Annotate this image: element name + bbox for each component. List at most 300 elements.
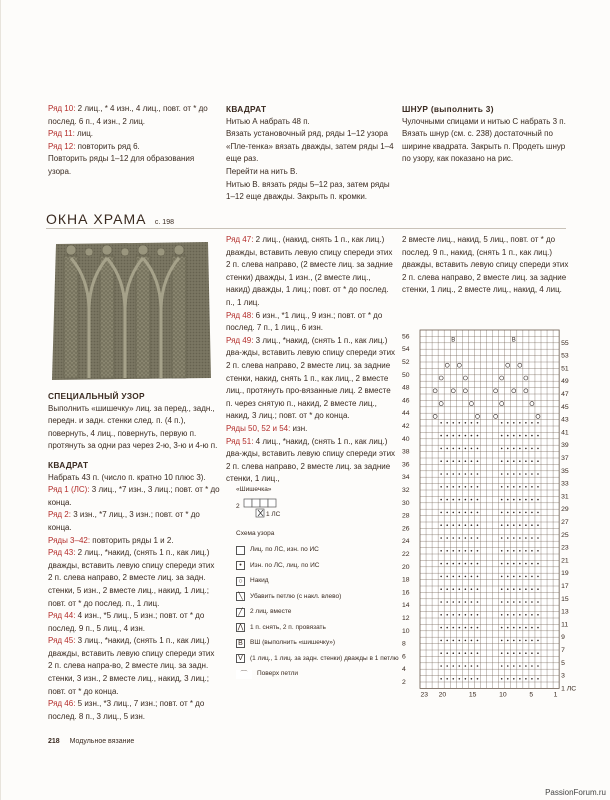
purl-dot [525, 652, 527, 654]
legend-item-label: 2 лиц. вместе [250, 608, 292, 616]
purl-dot [440, 665, 442, 667]
legend-item-label: (1 лиц., 1 лиц. за задн. стенки) дважды в 1 петлю [250, 654, 399, 662]
purl-dot [519, 550, 521, 552]
purl-dot [519, 537, 521, 539]
purl-dot [477, 563, 479, 565]
purl-dot [513, 550, 515, 552]
purl-dot [507, 640, 509, 642]
purl-dot [501, 499, 503, 501]
row-label-right: 27 [561, 519, 569, 526]
purl-dot [501, 627, 503, 629]
purl-dot [440, 460, 442, 462]
purl-dot [477, 678, 479, 680]
row-label-left: 40 [402, 435, 410, 443]
row-label-right: 7 [561, 647, 565, 654]
purl-dot [452, 640, 454, 642]
purl-dot [471, 576, 473, 578]
k2tog-icon: ╱ [236, 608, 245, 617]
row-label-right: 37 [561, 455, 569, 462]
purl-dot [452, 665, 454, 667]
col-label: 5 [529, 691, 534, 699]
purl-dot [519, 588, 521, 590]
instruction-row [48, 547, 220, 610]
instruction-row-text: 3 лиц., *накид, (снять 1 п., как лиц.) дважды, вставить левую спицу спереди этих 2 п. слева напра-во, 2 вместе лиц. за задн. стенки, 3 изн., 2 вместе лиц., накид, 3 лиц.; повт. от * до конца. [48, 636, 215, 696]
purl-dot [477, 601, 479, 603]
purl-dot [513, 524, 515, 526]
purl-dot [471, 652, 473, 654]
purl-dot [477, 627, 479, 629]
legend-item [236, 653, 399, 665]
purl-dot [459, 550, 461, 552]
purl-dot [519, 678, 521, 680]
instruction-row-label: Ряд 43: [48, 548, 76, 558]
purl-dot [525, 640, 527, 642]
purl-dot [471, 422, 473, 424]
chart-grid [420, 330, 559, 688]
purl-dot [452, 537, 454, 539]
purl-dot [525, 422, 527, 424]
purl-dot [519, 601, 521, 603]
instruction-row [48, 535, 220, 548]
purl-dot [440, 435, 442, 437]
purl-dot [471, 460, 473, 462]
instruction-row-label: Ряд 48: [226, 310, 254, 320]
purl-dot [525, 614, 527, 616]
purl-dot [459, 563, 461, 565]
purl-dot [501, 435, 503, 437]
purl-dot [525, 448, 527, 450]
purl-dot [519, 665, 521, 667]
purl-dot [477, 422, 479, 424]
purl-dot [513, 665, 515, 667]
purl-dot [513, 576, 515, 578]
purl-dot [446, 640, 448, 642]
watermark: PassionForum.ru [545, 788, 606, 797]
purl-dot [513, 460, 515, 462]
loop-over-icon: ⌒ [236, 670, 252, 679]
purl-dot [452, 486, 454, 488]
row-label-right: 11 [561, 621, 569, 629]
purl-dot [519, 460, 521, 462]
row-label-right: 21 [561, 557, 569, 565]
instruction-row [48, 484, 220, 509]
purl-dot [459, 435, 461, 437]
purl-dot [531, 601, 533, 603]
purl-dot [440, 640, 442, 642]
instruction-row [48, 635, 220, 698]
purl-dot [446, 537, 448, 539]
purl-dot [446, 550, 448, 552]
purl-dot [525, 550, 527, 552]
cord-instructions: Чулочными спицами и нитью С набрать 3 п. Вязать шнур (см. с. 238) достаточный по ширине квадрата. Закрыть п. Продеть шнур по узору, как показано на рис. [402, 116, 566, 164]
purl-dot [459, 460, 461, 462]
row-label-right: 47 [561, 391, 569, 398]
purl-dot [519, 435, 521, 437]
row-label-right: 45 [561, 403, 569, 411]
purl-dot [471, 588, 473, 590]
purl-dot [471, 486, 473, 488]
purl-dot [507, 678, 509, 680]
purl-dot [531, 652, 533, 654]
purl-dot [446, 563, 448, 565]
purl-dot [537, 499, 539, 501]
row-label-left: 22 [402, 551, 410, 558]
instruction-row-text: 2 лиц., (накид, снять 1 п., как лиц.) дважды, вставить левую спицу спереди этих 2 п. слева направо, (2 вместе лиц. за задние стенки) дважды, 1 изн., (2 вместе лиц., накид) дважды, 1 лиц.; повт. от * до послед. п., 1 лиц. [226, 235, 393, 307]
ssk-icon: ╲ [236, 592, 245, 601]
instruction-row [48, 610, 220, 635]
instruction-row-label: Ряд 1 (ЛС): [48, 485, 90, 495]
purl-dot [477, 665, 479, 667]
section-divider [46, 228, 566, 229]
purl-dot [531, 512, 533, 514]
purl-dot [446, 627, 448, 629]
purl-dot [537, 652, 539, 654]
purl-dot [537, 640, 539, 642]
purl-dot [501, 422, 503, 424]
special-pattern-heading: СПЕЦИАЛЬНЫЙ УЗОР [48, 391, 145, 401]
row-label-left: 26 [402, 525, 410, 533]
purl-dot [440, 550, 442, 552]
instruction-row-text: повторить ряд 6. [75, 141, 140, 151]
purl-dot [465, 627, 467, 629]
purl-dot [465, 614, 467, 616]
purl-dot [471, 524, 473, 526]
sk2p-icon: ⋀ [237, 624, 244, 631]
row-label-right: 49 [561, 378, 569, 386]
square-heading-top: КВАДРАТ [226, 104, 267, 114]
legend-title: Схема узора [236, 530, 275, 537]
purl-dot [501, 473, 503, 475]
purl-dot [537, 678, 539, 680]
legend-item [236, 622, 326, 634]
section-title-text: ОКНА ХРАМА [46, 211, 147, 227]
purl-dot [519, 627, 521, 629]
purl-dot [519, 614, 521, 616]
purl-dot [525, 563, 527, 565]
purl-dot [446, 435, 448, 437]
purl-dot [471, 601, 473, 603]
legend-item-label: Убавить петлю (с накл. влево) [250, 592, 342, 600]
purl-dot [537, 614, 539, 616]
instruction-row [226, 335, 396, 423]
purl-dot [452, 422, 454, 424]
purl-dot [531, 550, 533, 552]
purl-dot [513, 499, 515, 501]
purl-dot [459, 524, 461, 526]
legend-item [236, 606, 291, 618]
purl-dot [501, 563, 503, 565]
purl-dot [465, 601, 467, 603]
row-label-left: 28 [402, 512, 410, 520]
row-label-left: 8 [402, 640, 406, 648]
purl-dot [459, 601, 461, 603]
purl-dot [519, 448, 521, 450]
row-label-right: 23 [561, 544, 569, 552]
purl-dot [452, 601, 454, 603]
purl-dot [440, 563, 442, 565]
purl-dot [501, 665, 503, 667]
purl-dot [446, 460, 448, 462]
legend-item-label: ВШ (выполнить «шишечку») [250, 639, 336, 647]
instruction-row-label: Ряд 45: [48, 636, 76, 646]
purl-dot [537, 550, 539, 552]
purl-dot [459, 422, 461, 424]
purl-dot [471, 435, 473, 437]
instruction-row-text: 4 изн., *5 лиц., 5 изн.; повт. от * до послед. 9 п., 5 лиц., 4 изн. [48, 611, 205, 633]
purl-dot [465, 486, 467, 488]
purl-dot [459, 665, 461, 667]
purl-dot [525, 537, 527, 539]
instruction-row-text: изн. [290, 423, 308, 433]
purl-dot [452, 614, 454, 616]
purl-dot [537, 537, 539, 539]
purl-dot [531, 448, 533, 450]
row-label-right: 41 [561, 429, 569, 437]
purl-dot [519, 422, 521, 424]
row-label-right: 31 [561, 493, 569, 501]
row-label-right: 33 [561, 480, 569, 488]
purl-dot [507, 422, 509, 424]
purl-dot [525, 678, 527, 680]
purl-dot [513, 512, 515, 514]
special-pattern-text: Выполнить «шишечку» лиц. за перед., задн., передн. и задн. стенки след. п. (4 п.), повернуть, 4 лиц., повернуть, первую п. протянуть за одни раз через 2-ю, 3-ю и 4-ю п. [48, 403, 218, 451]
purl-dot [465, 665, 467, 667]
row-label-left: 38 [402, 448, 410, 456]
purl-dot [501, 678, 503, 680]
square-instructions-top: Нитью А набрать 48 п. Вязать установочный ряд, ряды 1–12 узора «Пле-тенка» вязать дважды, затем ряды 1–4 еще раз. Перейти на нить В. Нитью В. вязать ряды 5–12 раз, затем ряды 1–12 еще дважды. Закрыть п. кромки. [226, 116, 394, 202]
purl-dot [507, 601, 509, 603]
purl-dot [465, 460, 467, 462]
purl-dot [513, 435, 515, 437]
purl-dot [501, 652, 503, 654]
instruction-row [226, 423, 396, 436]
purl-dot [531, 473, 533, 475]
row-label-left: 46 [402, 397, 410, 405]
instruction-row-text: лиц. [74, 129, 93, 139]
purl-dot [519, 486, 521, 488]
middle-column [226, 234, 396, 486]
purl-dot [477, 550, 479, 552]
row-label-right: 55 [561, 339, 569, 347]
bobble-icon: B [236, 639, 245, 648]
purl-dot [525, 460, 527, 462]
purl-dot [471, 499, 473, 501]
purl-dot [446, 678, 448, 680]
purl-dot [501, 486, 503, 488]
purl-dot [446, 448, 448, 450]
purl-dot [452, 460, 454, 462]
bobble-title: «Шишечка» [236, 486, 272, 493]
purl-dot [513, 614, 515, 616]
purl-dot [452, 524, 454, 526]
legend-item [236, 637, 335, 649]
row-label-left: 16 [402, 589, 410, 597]
right-column [402, 234, 574, 297]
purl-dot [440, 524, 442, 526]
purl-dot [465, 435, 467, 437]
square-heading: КВАДРАТ [48, 459, 89, 470]
purl-dot [465, 550, 467, 552]
purl-dot [519, 499, 521, 501]
purl-dot [531, 627, 533, 629]
instruction-row [48, 103, 216, 128]
purl-dot [477, 640, 479, 642]
purl-dot [525, 499, 527, 501]
purl-dot [537, 512, 539, 514]
row-label-left: 6 [402, 653, 406, 661]
purl-dot [513, 448, 515, 450]
purl-dot [531, 640, 533, 642]
purl-dot [501, 550, 503, 552]
row-label-left: 32 [402, 487, 410, 494]
purl-dot [452, 550, 454, 552]
row-label-left: 30 [402, 499, 410, 507]
row-label-left: 18 [402, 576, 410, 584]
purl-dot [477, 537, 479, 539]
page-footer [48, 738, 134, 745]
purl-dot [537, 435, 539, 437]
purl-dot [465, 537, 467, 539]
purl-dot [525, 665, 527, 667]
instruction-row-label: Ряд 44: [48, 611, 76, 621]
purl-dot [537, 601, 539, 603]
page-number: 218 [48, 738, 60, 745]
purl-dot [459, 512, 461, 514]
purl-dot [465, 652, 467, 654]
purl-dot [537, 588, 539, 590]
purl-dot [513, 422, 515, 424]
purl-dot [537, 460, 539, 462]
cord-heading: ШНУР (выполнить 3) [402, 104, 494, 114]
purl-dot [471, 678, 473, 680]
purl-dot [465, 422, 467, 424]
purl-dot [519, 576, 521, 578]
purl-dot [525, 627, 527, 629]
purl-dot [459, 678, 461, 680]
purl-dot [471, 550, 473, 552]
purl-dot [477, 486, 479, 488]
bobble-row-2: 2 [236, 503, 240, 510]
purl-dot [452, 499, 454, 501]
purl-dot [507, 448, 509, 450]
purl-dot [446, 652, 448, 654]
purl-dot [459, 499, 461, 501]
row-label-right: 53 [561, 352, 569, 360]
col-label: 15 [468, 691, 477, 699]
purl-dot [501, 640, 503, 642]
purl-dot [501, 614, 503, 616]
row-label-left: 12 [402, 615, 410, 622]
bobble-row-1: 1 ЛС [266, 511, 281, 518]
row-label-left: 14 [402, 602, 410, 610]
purl-dot [531, 563, 533, 565]
purl-dot [465, 678, 467, 680]
purl-dot [446, 588, 448, 590]
purl-dot [465, 524, 467, 526]
purl-dot [537, 627, 539, 629]
purl-dot [507, 460, 509, 462]
purl-dot [507, 614, 509, 616]
purl-dot [531, 576, 533, 578]
row-label-left: 54 [402, 346, 410, 354]
legend-item-label: Поверх петли [257, 670, 299, 678]
row-label-right: 29 [561, 506, 569, 514]
purl-dot [452, 588, 454, 590]
purl-dot [507, 627, 509, 629]
purl-dot [440, 486, 442, 488]
section-page-ref: с. 198 [154, 219, 174, 226]
purl-dot [507, 473, 509, 475]
blank-cell-icon [236, 546, 245, 555]
purl-dot [440, 678, 442, 680]
purl-dot [537, 563, 539, 565]
row-label-right: 51 [561, 365, 569, 373]
purl-dot [477, 512, 479, 514]
purl-dot [507, 665, 509, 667]
footer-section: Модульное вязание [69, 738, 135, 745]
purl-dot [513, 473, 515, 475]
purl-dot [537, 448, 539, 450]
purl-dot [440, 588, 442, 590]
purl-dot [452, 627, 454, 629]
row-label-left: 34 [402, 474, 410, 482]
instruction-row-label: Ряды 3–42: [48, 535, 91, 545]
purl-dot [446, 576, 448, 578]
purl-dot [537, 665, 539, 667]
row-label-left: 4 [402, 666, 406, 674]
purl-dot [452, 448, 454, 450]
purl-dot [459, 627, 461, 629]
purl-dot [440, 473, 442, 475]
instruction-row-text: 2 лиц., * 4 изн., 4 лиц., повт. от * до послед. 6 п., 4 изн., 2 лиц. [48, 104, 208, 126]
row-label-right: 13 [561, 608, 569, 616]
purl-dot [513, 678, 515, 680]
bobble-mini-chart [236, 497, 296, 523]
purl-dot [513, 601, 515, 603]
instruction-row-label: Ряд 11: [48, 129, 75, 139]
row-label-right: 39 [561, 442, 569, 450]
purl-dot [519, 563, 521, 565]
purl-dot [477, 460, 479, 462]
purl-dot [477, 448, 479, 450]
purl-dot [519, 524, 521, 526]
purl-dot [501, 576, 503, 578]
purl-dot [459, 614, 461, 616]
legend-item-label: 1 п. снять, 2 п. провязать [250, 623, 326, 631]
purl-dot [477, 652, 479, 654]
row-label-right: 19 [561, 570, 569, 578]
instruction-row-label: Ряд 2: [48, 510, 71, 520]
purl-dot [440, 537, 442, 539]
top-column-2 [226, 103, 394, 204]
row-label-left: 20 [402, 563, 410, 571]
purl-dot [507, 524, 509, 526]
purl-dot [459, 448, 461, 450]
purl-dot [525, 473, 527, 475]
purl-dot [446, 512, 448, 514]
purl-dot [471, 614, 473, 616]
purl-dot [525, 524, 527, 526]
purl-dot [507, 563, 509, 565]
instruction-row-text: 4 лиц., *накид, (снять 1 п., как лиц.) два-жды, вставить левую спицу спереди этих 2 п. слева направо, 2 вместе лиц. за задние стенки, 1 лиц., [226, 436, 396, 484]
instruction-row-label: Ряд 51: [226, 436, 254, 446]
row-label-right: 43 [561, 416, 569, 424]
purl-dot [513, 537, 515, 539]
instruction-row-label: Ряд 49: [226, 335, 254, 345]
purl-dot [452, 652, 454, 654]
instruction-row-text: 3 лиц., *7 изн., 3 лиц.; повт. от * до конца. [48, 485, 220, 507]
purl-dot [440, 512, 442, 514]
